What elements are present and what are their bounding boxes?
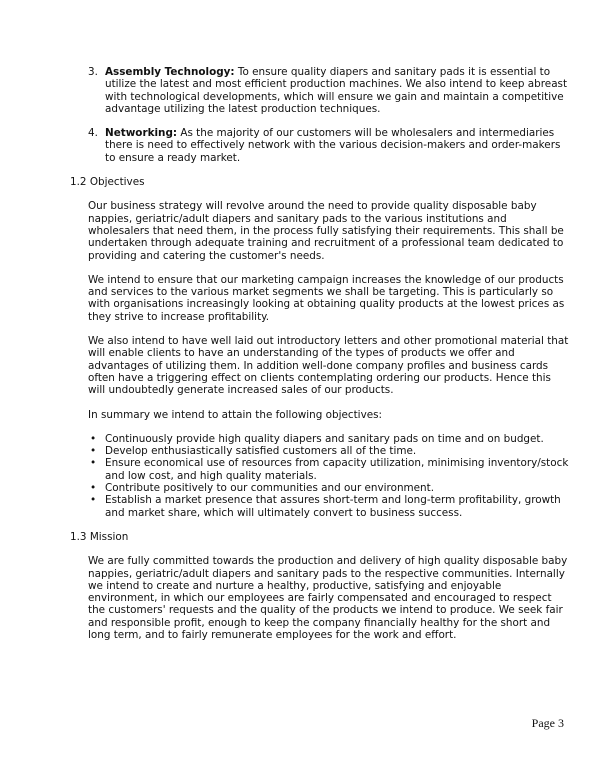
list-item: • Ensure economical use of resources from capacity utilization, minimising inventory/stock and low cost, and high quality materials. (90, 457, 569, 482)
list-item: • Continuously provide high quality diapers and sanitary pads on time and on budget. (90, 432, 544, 445)
page-number: Page 3 (531, 716, 564, 730)
bullet-icon: • (90, 494, 97, 507)
list-item: • Contribute positively to our communities and our environment. (90, 482, 435, 495)
item-number: 3. (88, 66, 98, 78)
section-heading-objectives: 1.2 Objectives (70, 176, 145, 189)
bullet-icon: • (90, 432, 97, 445)
paragraph: We are fully committed towards the production and delivery of high quality disposable baby nappies, geriatric/adult diapers and sanitary pads to the respective communities. Internally we intend to create and nurture a healthy, productive, satisfying and enjoyable environment, in which our employees are fairly compensated and encouraged to respect the customers' requests and the quality of the products we intend to produce. We seek fair and responsible profit, enough to keep the company financially healthy for the short and long term, and to fairly remunerate employees for the work and effort. (88, 555, 568, 641)
bullet-icon: • (90, 445, 97, 458)
paragraph: We also intend to have well laid out introductory letters and other promotional material that will enable clients to have an understanding of the types of products we offer and advantages of utilizing them. In addition well-done company profiles and business cards often have a triggering effect on clients contemplating ordering our products. Hence this will undoubtedly generate increased sales of our products. (88, 335, 569, 397)
item-text: As the majority of our customers will be wholesalers and intermediaries there is need to effectively network with the various decision-makers and order-makers to ensure a ready market. (105, 127, 561, 164)
item-text: To ensure quality diapers and sanitary pads it is essential to utilize the latest and most efficient production machines. We also intend to keep abreast with technological developments, which will ensure we gain and maintain a competitive advantage utilizing the latest production techniques. (105, 66, 568, 115)
item-number: 4. (88, 127, 98, 140)
paragraph: Our business strategy will revolve around the need to provide quality disposable baby nappies, geriatric/adult diapers and sanitary pads to the various institutions and wholesalers that need them, in the process fully satisfying their requirements. This shall be undertaken through adequate training and recruitment of a professional team dedicated to providing and catering the customer's needs. (88, 200, 564, 262)
item-title: Networking: (105, 127, 178, 140)
section-heading-mission: 1.3 Mission (70, 530, 129, 543)
list-item: • Develop enthusiastically satisfied customers all of the time. (90, 445, 417, 458)
paragraph: In summary we intend to attain the following objectives: (88, 408, 383, 421)
page-body (70, 66, 570, 653)
paragraph: We intend to ensure that our marketing campaign increases the knowledge of our products and services to the various market segments we shall be targeting. This is particularly so with organisations increasingly looking at obtaining quality products at the lowest prices as they strive to increase profitability. (88, 273, 565, 323)
list-item-assembly-technology (70, 66, 570, 115)
item-title: Assembly Technology: (105, 66, 235, 78)
bullet-icon: • (90, 482, 97, 495)
list-item: • Establish a market presence that assures short-term and long-term profitability, growth and market share, which will ultimately convert to business success. (90, 494, 561, 519)
bullet-icon: • (90, 457, 97, 470)
list-item-networking (70, 127, 570, 164)
objectives-list (70, 433, 570, 519)
